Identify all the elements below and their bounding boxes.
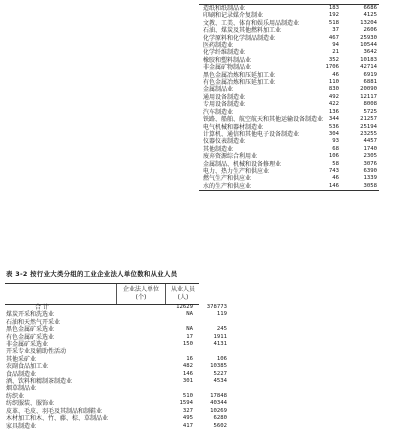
industry-name: 纺织服装、服饰业 <box>6 400 55 408</box>
employee-count: 1740 <box>363 145 377 152</box>
unit-count: 68 <box>332 145 339 152</box>
unit-count: 37 <box>332 27 339 34</box>
industry-name: 燃气生产和供应业 <box>203 175 252 183</box>
industry-name: 电气机械和器材制造业 <box>203 123 264 131</box>
table-row <box>5 326 229 333</box>
industry-name: 废弃资源综合利用业 <box>203 153 258 161</box>
industry-name: 纺织业 <box>6 392 25 400</box>
unit-count: 1594 <box>179 400 193 407</box>
unit-count <box>147 348 195 355</box>
header-units-unit: (个) <box>135 293 147 301</box>
industry-name: 其他制造业 <box>203 145 234 153</box>
employee-count: 1339 <box>363 175 377 182</box>
employee-count: 10385 <box>210 363 227 370</box>
header-units-label: 企业法人单位 <box>122 286 159 293</box>
unit-count: 146 <box>182 370 193 377</box>
table-row <box>199 183 379 191</box>
unit-count: 46 <box>332 175 339 182</box>
unit-count: 352 <box>328 56 339 63</box>
industry-name: 印刷和记录媒介复制业 <box>203 12 264 20</box>
table-row <box>199 153 379 160</box>
employee-count: 23255 <box>360 130 377 137</box>
industry-table <box>5 304 229 430</box>
employee-count: 3058 <box>363 182 377 189</box>
table-row <box>199 64 379 71</box>
unit-count: 21 <box>332 49 339 56</box>
industry-name: 木材加工和木、竹、藤、棕、草制品业 <box>6 415 109 423</box>
industry-name: 烟草制品业 <box>6 385 37 393</box>
unit-count: 46 <box>332 71 339 78</box>
unit-count: 417 <box>182 422 193 429</box>
unit-count: 136 <box>328 108 339 115</box>
unit-count: 106 <box>328 153 339 160</box>
employee-count: 378773 <box>206 304 227 310</box>
table-row <box>5 363 229 370</box>
industry-name: 开采专业及辅助性活动 <box>6 348 67 356</box>
table-row <box>5 400 229 407</box>
table-header <box>5 283 199 305</box>
table-row <box>199 161 379 168</box>
employee-count: 12117 <box>360 93 377 100</box>
industry-name: 黑色金属矿采选业 <box>6 326 55 334</box>
unit-count: 743 <box>328 167 339 174</box>
unit-count: 93 <box>332 138 339 145</box>
employee-count <box>195 319 229 326</box>
industry-name: 铁路、船舶、航空航天和其他运输设备制造业 <box>203 116 324 124</box>
employee-count: 21257 <box>360 116 377 123</box>
industry-name: 非金属矿采选业 <box>6 341 49 349</box>
employee-count: 245 <box>216 326 227 333</box>
unit-count: 12629 <box>176 304 193 310</box>
employee-count: 5602 <box>213 422 227 429</box>
unit-count: 1706 <box>325 64 339 71</box>
industry-name: 石油、煤炭及其他燃料加工业 <box>203 27 282 35</box>
employee-count: 20090 <box>360 86 377 93</box>
industry-name: 化学纤维制造业 <box>203 49 246 57</box>
table-row <box>5 385 229 392</box>
table-row <box>5 311 229 318</box>
industry-name: 煤炭开采和洗选业 <box>6 311 55 319</box>
unit-count: 58 <box>332 160 339 167</box>
table-row <box>199 124 379 131</box>
industry-name: 皮革、毛皮、羽毛及其制品和制鞋业 <box>6 407 103 415</box>
unit-count: 183 <box>328 5 339 11</box>
header-persons-label: 从业人员 <box>170 286 195 293</box>
employee-count: 17848 <box>210 392 227 399</box>
employee-count: 2606 <box>363 27 377 34</box>
employee-count: 2305 <box>363 153 377 160</box>
table-row <box>5 415 229 422</box>
unit-count: 192 <box>328 12 339 19</box>
employee-count: 40344 <box>210 400 227 407</box>
table-row <box>199 146 379 153</box>
table-row <box>5 378 229 385</box>
unit-count: NA <box>186 311 193 318</box>
industry-name: 有色金属矿采选业 <box>6 333 55 341</box>
table-row <box>5 423 229 430</box>
unit-count: 344 <box>328 116 339 123</box>
employee-count: 25930 <box>360 34 377 41</box>
unit-count: NA <box>186 326 193 333</box>
industry-table-body <box>5 304 229 430</box>
industry-name: 食品制造业 <box>6 370 37 378</box>
unit-count: 146 <box>328 182 339 189</box>
unit-count: 482 <box>182 363 193 370</box>
unit-count: 830 <box>328 86 339 93</box>
employee-count: 4125 <box>363 12 377 19</box>
unit-count: 304 <box>328 130 339 137</box>
unit-count: 110 <box>328 79 339 86</box>
table-row <box>199 116 379 123</box>
unit-count: 94 <box>332 42 339 49</box>
industry-name: 有色金属冶炼和压延加工业 <box>203 79 276 87</box>
industry-name: 化学原料和化学制品制造业 <box>203 34 276 42</box>
industry-name: 汽车制造业 <box>203 108 234 116</box>
unit-count: 536 <box>328 123 339 130</box>
employee-count: 6390 <box>363 167 377 174</box>
employee-count: 5227 <box>213 370 227 377</box>
unit-count: 495 <box>182 415 193 422</box>
table-row <box>199 35 379 42</box>
employee-count: 4457 <box>363 138 377 145</box>
industry-name: 电力、热力生产和供应业 <box>203 167 270 175</box>
employee-count: 6919 <box>363 71 377 78</box>
header-persons <box>165 286 201 301</box>
table-row <box>5 348 229 355</box>
unit-count: 422 <box>328 101 339 108</box>
employee-count: 4534 <box>213 378 227 385</box>
industry-name: 专用设备制造业 <box>203 101 246 109</box>
unit-count: 510 <box>182 392 193 399</box>
unit-count: 16 <box>186 355 193 362</box>
unit-count: 150 <box>182 341 193 348</box>
industry-name: 仪器仪表制造业 <box>203 138 246 146</box>
table-row <box>199 101 379 108</box>
unit-count <box>147 319 195 326</box>
employee-count: 10183 <box>360 56 377 63</box>
industry-name: 水的生产和供应业 <box>203 182 252 190</box>
employee-count: 8008 <box>363 101 377 108</box>
table-row <box>199 86 379 93</box>
employee-count: 3076 <box>363 160 377 167</box>
employee-count: 1911 <box>213 333 227 340</box>
industry-table-body <box>199 5 379 191</box>
employee-count: 42714 <box>360 64 377 71</box>
table-row <box>199 175 379 182</box>
employee-count <box>195 348 229 355</box>
employee-count: 3642 <box>363 49 377 56</box>
industry-name: 文教、工美、体育和娱乐用品制造业 <box>203 19 300 27</box>
employee-count: 5725 <box>363 108 377 115</box>
unit-count: 467 <box>328 34 339 41</box>
industry-name: 农副食品加工业 <box>6 363 49 371</box>
industry-name: 金属制品业 <box>203 86 234 94</box>
table-row <box>199 49 379 56</box>
employee-count: 6686 <box>363 5 377 11</box>
industry-name: 造纸和纸制品业 <box>203 5 246 12</box>
industry-table-continued <box>199 4 379 191</box>
table-row <box>199 27 379 34</box>
employee-count: 25194 <box>360 123 377 130</box>
employee-count: 119 <box>216 311 227 318</box>
industry-name: 通用设备制造业 <box>203 93 246 101</box>
unit-count: 518 <box>328 19 339 26</box>
industry-name: 橡胶和塑料制品业 <box>203 56 252 64</box>
table-row <box>199 72 379 79</box>
employee-count: 106 <box>216 355 227 362</box>
table-row <box>5 334 229 341</box>
header-persons-unit: (人) <box>177 293 189 301</box>
industry-name: 非金属矿物制品业 <box>203 64 252 72</box>
unit-count: 327 <box>182 407 193 414</box>
table-title: 表 3-2 按行业大类分组的工业企业法人单位数和从业人员 <box>6 270 178 278</box>
unit-count: 301 <box>182 378 193 385</box>
unit-count: 17 <box>186 333 193 340</box>
industry-name: 其他采矿业 <box>6 355 37 363</box>
industry-name: 医药制造业 <box>203 42 234 50</box>
employee-count: 10544 <box>360 42 377 49</box>
industry-name: 金属制品、机械和设备修理业 <box>203 160 282 168</box>
unit-count <box>147 385 195 392</box>
employee-count: 4131 <box>213 341 227 348</box>
employee-count: 13204 <box>360 19 377 26</box>
unit-count: 492 <box>328 93 339 100</box>
industry-name: 黑色金属冶炼和压延加工业 <box>203 71 276 79</box>
table-row <box>199 12 379 19</box>
table-row <box>5 371 229 378</box>
industry-name: 酒、饮料和精制茶制造业 <box>6 378 73 386</box>
header-units <box>117 286 165 301</box>
industry-name: 合 计 <box>35 304 49 311</box>
table-row <box>199 109 379 116</box>
industry-name: 计算机、通信和其他电子设备制造业 <box>203 130 300 138</box>
employee-count: 6881 <box>363 79 377 86</box>
employee-count: 10269 <box>210 407 227 414</box>
industry-name: 石油和天然气开采业 <box>6 318 61 326</box>
table-row <box>5 408 229 415</box>
table-row <box>199 138 379 145</box>
industry-name: 家具制造业 <box>6 422 37 430</box>
employee-count <box>195 385 229 392</box>
employee-count: 6280 <box>213 415 227 422</box>
